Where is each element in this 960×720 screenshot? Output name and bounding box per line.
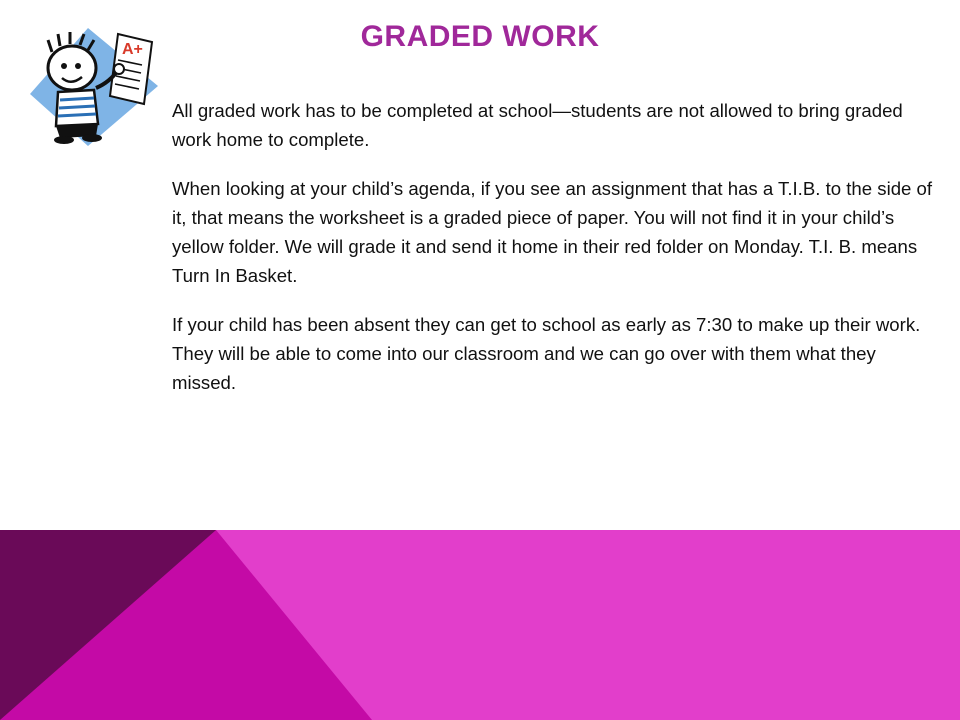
paragraph-graded-work-at-school: All graded work has to be completed at school—students are not allowed to bring graded work home to complete. xyxy=(172,100,903,150)
student-body xyxy=(54,90,102,144)
grade-mark: A+ xyxy=(122,41,143,58)
paragraph-tib-explanation: When looking at your child’s agenda, if you see an assignment that has a T.I.B. to the side of it, that means the worksheet is a graded piece of paper. You will not find it in your child’s yellow folder. We will grade it and send it home in their red folder on Monday. T.I. B. means Turn In Basket. xyxy=(172,178,933,286)
slide-body xyxy=(172,96,942,417)
paragraph-absent-makeup: If your child has been absent they can get to school as early as 7:30 to make up their work. They will be able to come into our classroom and we can go over with them what they missed. xyxy=(172,314,921,393)
slide-title: GRADED WORK xyxy=(360,20,600,53)
student-with-graded-paper-icon xyxy=(26,22,166,152)
decorative-footer-band xyxy=(0,530,960,720)
